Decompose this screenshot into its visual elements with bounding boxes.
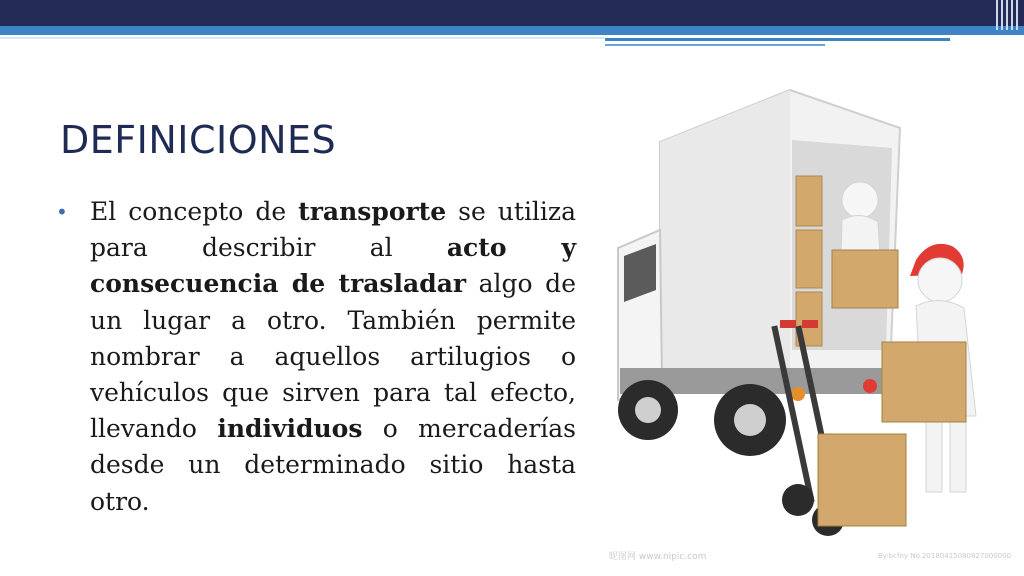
text-run: se utiliza para describir al bbox=[90, 197, 577, 263]
delivery-truck-illustration bbox=[600, 80, 1010, 550]
truck-box-side bbox=[660, 90, 790, 370]
watermark-right: By:bcfny No.20180415080827000000 bbox=[878, 552, 1012, 560]
header-band-blue bbox=[0, 26, 1024, 35]
figure-head-outside bbox=[918, 258, 962, 302]
header-rule-light bbox=[0, 37, 604, 39]
figure-head-inside bbox=[842, 182, 878, 218]
cardboard-box bbox=[818, 434, 906, 526]
header-corner-stripes bbox=[994, 0, 1024, 30]
emphasized-term: transporte bbox=[298, 197, 447, 226]
header-rule-1 bbox=[605, 38, 950, 41]
definition-bullet bbox=[56, 194, 577, 520]
definition-paragraph bbox=[72, 194, 576, 520]
cardboard-box bbox=[832, 250, 898, 308]
header-band-dark bbox=[0, 0, 1024, 26]
bullet-marker: • bbox=[56, 200, 68, 224]
text-run: algo de un lugar a otro. También permite nombrar a aquellos artilugios o vehículos que sirven para tal efecto, llevando bbox=[90, 269, 576, 444]
text-run: o mercaderías desde un determinado sitio hasta otro. bbox=[90, 414, 576, 516]
emphasized-term: individuos bbox=[217, 414, 363, 444]
watermark-left: 昵图网 www.nipic.com bbox=[609, 552, 707, 562]
header-rule-2 bbox=[605, 44, 825, 46]
emphasized-term: acto y consecuencia de trasladar bbox=[90, 233, 577, 299]
text-run: El concepto de bbox=[90, 197, 299, 226]
slide-title: DEFINICIONES bbox=[60, 118, 337, 162]
cardboard-box bbox=[882, 342, 966, 422]
